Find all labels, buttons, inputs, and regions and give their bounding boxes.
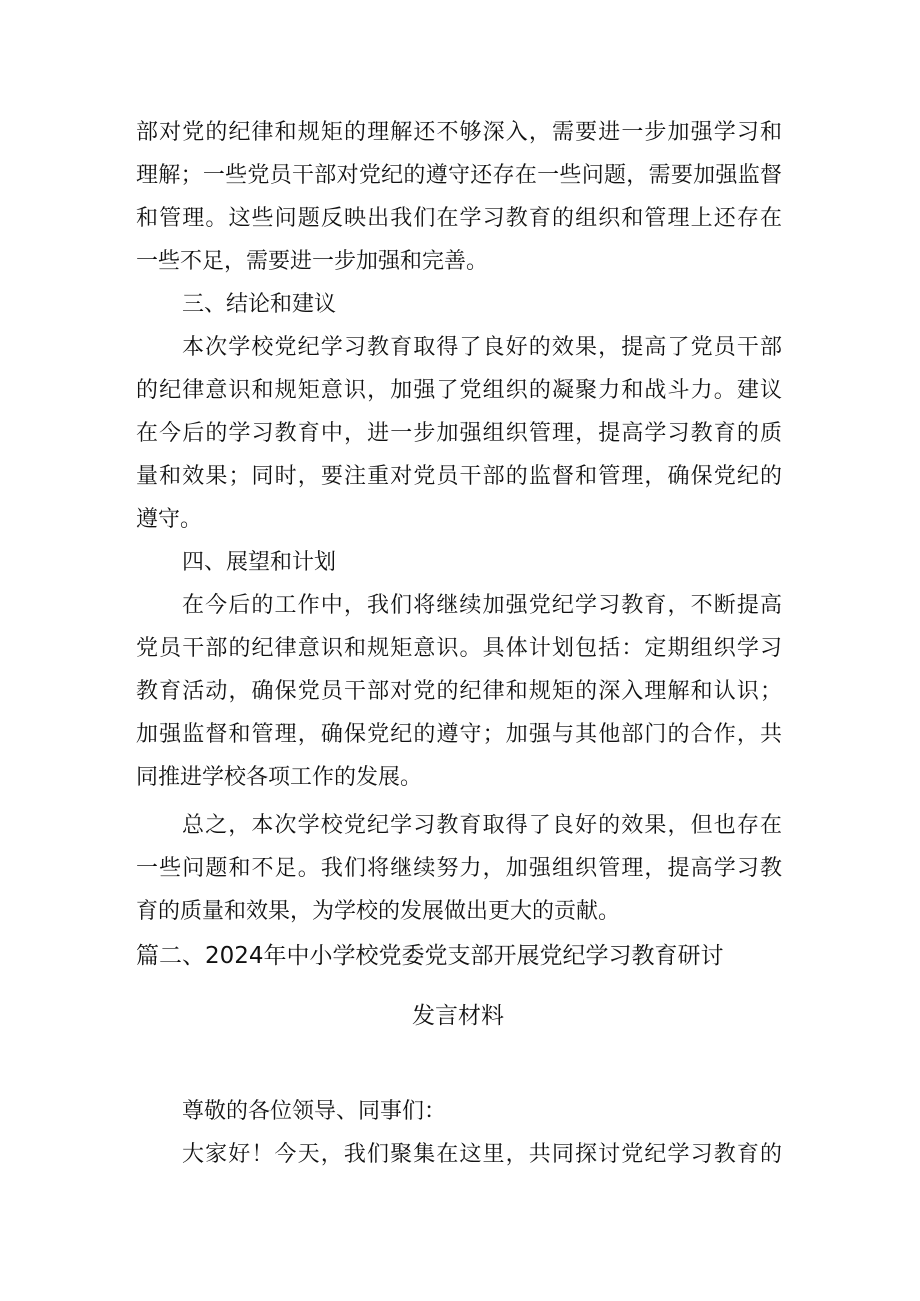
article-title: 篇二、2024年中小学校党委党支部开展党纪学习教育研讨 <box>136 943 724 969</box>
opening-line: 大家好！今天，我们聚集在这里，共同探讨党纪学习教育的 <box>182 1142 782 1167</box>
paragraph-line: 理解；一些党员干部对党纪的遵守还存在一些问题，需要加强监督 <box>136 163 782 188</box>
section-heading: 四、展望和计划 <box>182 550 337 575</box>
paragraph-line: 在今后的学习教育中，进一步加强组织管理，提高学习教育的质 <box>136 421 782 446</box>
section-heading: 三、结论和建议 <box>182 292 337 317</box>
paragraph-line: 本次学校党纪学习教育取得了良好的效果，提高了党员干部 <box>182 335 782 360</box>
paragraph-line: 同推进学校各项工作的发展。 <box>136 765 423 790</box>
paragraph-line: 加强监督和管理，确保党纪的遵守；加强与其他部门的合作，共 <box>136 722 782 747</box>
paragraph-line: 教育活动，确保党员干部对党的纪律和规矩的深入理解和认识； <box>136 679 782 704</box>
paragraph-line: 一些不足，需要进一步加强和完善。 <box>136 249 489 274</box>
paragraph-line: 和管理。这些问题反映出我们在学习教育的组织和管理上还存在 <box>136 206 782 231</box>
salutation: 尊敬的各位领导、同事们： <box>182 1099 447 1124</box>
paragraph-line: 部对党的纪律和规矩的理解还不够深入，需要进一步加强学习和 <box>136 120 782 145</box>
article-title-continued: 发言材料 <box>412 1003 504 1029</box>
paragraph-line: 一些问题和不足。我们将继续努力，加强组织管理，提高学习教 <box>136 856 782 881</box>
paragraph-line: 遵守。 <box>136 507 203 532</box>
paragraph-line: 党员干部的纪律意识和规矩意识。具体计划包括：定期组织学习 <box>136 636 782 661</box>
paragraph-line: 在今后的工作中，我们将继续加强党纪学习教育，不断提高 <box>182 593 782 618</box>
paragraph-line: 量和效果；同时，要注重对党员干部的监督和管理，确保党纪的 <box>136 464 782 489</box>
paragraph-line: 总之，本次学校党纪学习教育取得了良好的效果，但也存在 <box>182 813 782 838</box>
paragraph-line: 的纪律意识和规矩意识，加强了党组织的凝聚力和战斗力。建议 <box>136 378 782 403</box>
paragraph-line: 育的质量和效果，为学校的发展做出更大的贡献。 <box>136 899 621 924</box>
